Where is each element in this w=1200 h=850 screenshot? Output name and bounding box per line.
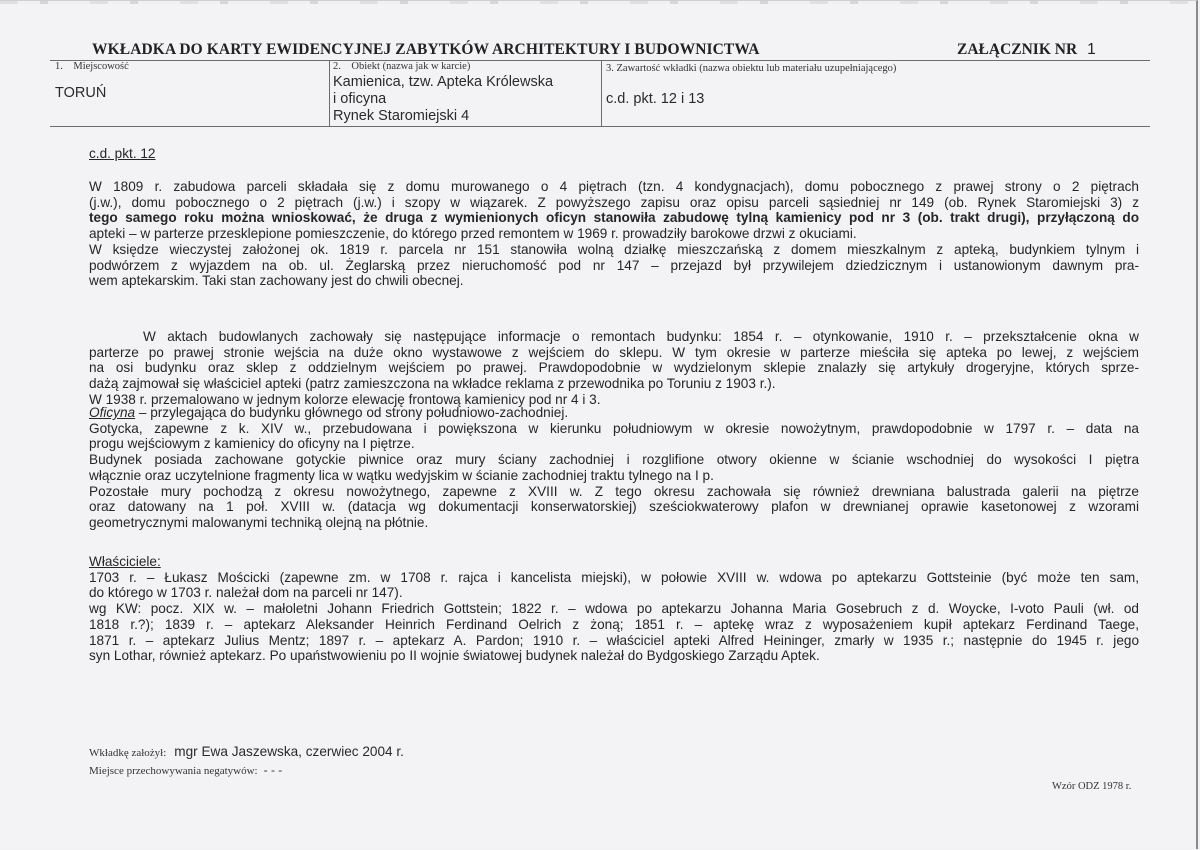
negatives-label: Miejsce przechowywania negatywów: <box>89 765 258 777</box>
object-value <box>333 74 553 125</box>
text-line: geometrycznymi malowanymi techniką olejną na płótnie. <box>89 514 429 530</box>
object-label: 2. Obiekt (nazwa jak w karcie) <box>333 61 471 72</box>
annex-label-text: ZAŁĄCZNIK NR <box>957 41 1078 58</box>
header-bottom-rule <box>50 126 1150 127</box>
negatives-value: - - - <box>263 763 283 777</box>
author-label: Wkładkę założył: <box>89 747 167 759</box>
insert-content-value: c.d. pkt. 12 i 13 <box>606 91 705 107</box>
text-line: W księdze wieczystej założonej ok. 1819 r. parcela nr 151 stanowiła wolną działkę mieszczańską z domem mieszkalnym z apteką, budynkiem tylnym i <box>89 242 1139 257</box>
author-row <box>89 744 404 759</box>
paragraph-3-body <box>89 329 1139 408</box>
template-note: Wzór ODZ 1978 r. <box>1052 781 1132 792</box>
scan-edge-noise <box>0 1 1196 4</box>
paragraph-2 <box>89 242 1139 289</box>
owner-line: 1871 r. – aptekarz Julius Mentz; 1897 r. – aptekarz A. Pardon; 1910 r. – właściciel apteki Alfred Heininger, zmarły w 1935 r.; następnie do 1945 r. jego <box>89 632 1139 648</box>
section-heading-text: c.d. pkt. 12 <box>89 146 156 161</box>
paragraph-1 <box>89 179 1139 242</box>
outbuilding-section <box>89 405 1139 531</box>
insert-content-label: 3. Zawartość wkładki (nazwa obiektu lub materiału uzupełniającego) <box>606 63 897 74</box>
text-line: W 1938 r. przemalowano w jednym kolorze elewację frontową kamienicy pod nr 4 i 3. <box>89 391 601 407</box>
text-line: podwórzem z wyjazdem na ob. ul. Żeglarską przez nieruchomość pod nr 147 – przejazd był przywilejem dziedzicznym i ustanowionym dawnym pra- <box>89 257 1139 273</box>
section-heading-pkt12 <box>89 146 1139 162</box>
outbuilding-intro-text: – przylegająca do budynku głównego od strony południowo-zachodniej. <box>135 405 569 420</box>
owner-line: syn Lothar, również aptekarz. Po upaństwowieniu po II wojnie światowej budynek należał do Bydgoskiego Zarządu Aptek. <box>89 648 820 664</box>
locality-label: 1. Miejscowość <box>55 61 129 72</box>
negatives-row <box>89 763 282 777</box>
owner-line: 1818 r.?); 1839 r. – aptekarz Aleksander Heinrich Ferdinand Oelrich z żoną; 1851 r. – aptekę wraz z wyposażeniem kupił aptekarz Ferdinand Taege, <box>89 616 1139 632</box>
field-divider-1 <box>329 61 330 127</box>
text-line: wem aptekarskim. Taki stan zachowany jest do chwili obecnej. <box>89 273 464 289</box>
text-line: W aktach budowlanych zachowały się następujące informacje o remontach budynku: 1854 r. – otynkowanie, 1910 r. – przekształcenie okna w <box>143 329 1139 344</box>
text-line: tego samego roku można wnioskować, że druga z wymienionych oficyn stanowiła zabudowę tylną kamienicy pod nr 3 (ob. trakt drugi), przyłączoną do <box>89 210 1139 226</box>
owners-heading: Właściciele: <box>89 554 161 569</box>
owner-line: wg KW: pocz. XIX w. – małoletni Johann Friedrich Gottstein; 1822 r. – wdowa po aptekarzu Johanna Maria Gosebruch z d. Woycke, I-voto Pauli (wł. od <box>89 601 1139 617</box>
outbuilding-term: Oficyna <box>89 405 136 420</box>
object-value-line: Kamienica, tzw. Apteka Królewska <box>333 74 554 90</box>
owner-line: 1703 r. – Łukasz Mościcki (zapewne zm. w 1708 r. rajca i kancelista miejski), w połowie XVIII w. wdowa po aptekarzu Gottsteinie (być może ten sam, <box>89 569 1139 585</box>
author-value: mgr Ewa Jaszewska, czerwiec 2004 r. <box>174 744 404 759</box>
text-line: oraz datowany na 1 poł. XVIII w. (datacja wg dokumentacji konserwatorskiej) sześciokwaterowy plafon w drewnianej oprawie kasetonowej z wzorami <box>89 499 1139 515</box>
text-line: (j.w.), domu pobocznego o 2 piętrach (j.w.) i szopy w wiązarek. Z powyższego zapisu oraz opisu parceli sąsiedniej nr 149 (ob. Rynek Staromiejski 3) z <box>89 194 1139 210</box>
object-value-line: i oficyna <box>333 91 387 107</box>
text-line: progu wejściowym z kamienicy do oficyny na I piętrze. <box>89 436 415 452</box>
text-line: dażą zajmował się właściciel apteki (patrz zamieszczona na wkładce reklama z przewodnika po Toruniu z 1903 r.). <box>89 376 776 392</box>
outbuilding-intro <box>89 405 1139 421</box>
header-top-rule <box>50 60 1150 61</box>
annex-label <box>957 41 1096 59</box>
text-line: włącznie oraz uczytelnione fragmenty lica w wątku wedyjskim w ścianie zachodniej traktu tylnego na I p. <box>89 467 714 483</box>
text-line: parterze po prawej stronie wejścia na duże okno wystawowe z wejściem do sklepu. W tym okresie w parterze mieściła się apteka po lewej, z wejściem <box>89 344 1139 360</box>
owner-line: do którego w 1703 r. należał dom na parceli nr 147). <box>89 585 403 601</box>
owners-section <box>89 554 1139 664</box>
form-title: WKŁADKA DO KARTY EWIDENCYJNEJ ZABYTKÓW ARCHITEKTURY I BUDOWNICTWA <box>92 41 760 58</box>
text-line: Pozostałe mury pochodzą z okresu nowożytnego, zapewne z XVIII w. Z tego okresu zachowała się również drewniana balustrada galerii na piętrze <box>89 483 1139 499</box>
locality-value: TORUŃ <box>55 85 107 101</box>
text-line: W 1809 r. zabudowa parceli składała się z domu murowanego o 4 piętrach (tzn. 4 kondygnacjach), domu pobocznego z prawej strony o 2 piętrach <box>89 179 1139 194</box>
object-value-line: Rynek Staromiejski 4 <box>333 108 470 124</box>
text-line: Gotycka, zapewne z k. XIV w., przebudowana i powiększona w kierunku południowym w okresie nowożytnym, prawdopodobnie w 1797 r. – data na <box>89 420 1139 436</box>
text-line: Budynek posiada zachowane gotyckie piwnice oraz mury ściany zachodniej i rozglifione otwory okienne w ścianie wschodniej do wysokości I piętra <box>89 452 1139 468</box>
field-divider-2 <box>601 61 602 127</box>
text-line: na osi budynku oraz sklep z oddzielnym wejściem po prawej. Prawdopodobnie w wydzielonym sklepie znalazły się artykuły drogeryjne, których sprze- <box>89 360 1139 376</box>
text-line: apteki – w parterze przesklepione pomieszczenie, do którego przed remontem w 1969 r. prowadziły barokowe drzwi z okuciami. <box>89 226 857 242</box>
annex-number: 1 <box>1087 41 1096 58</box>
